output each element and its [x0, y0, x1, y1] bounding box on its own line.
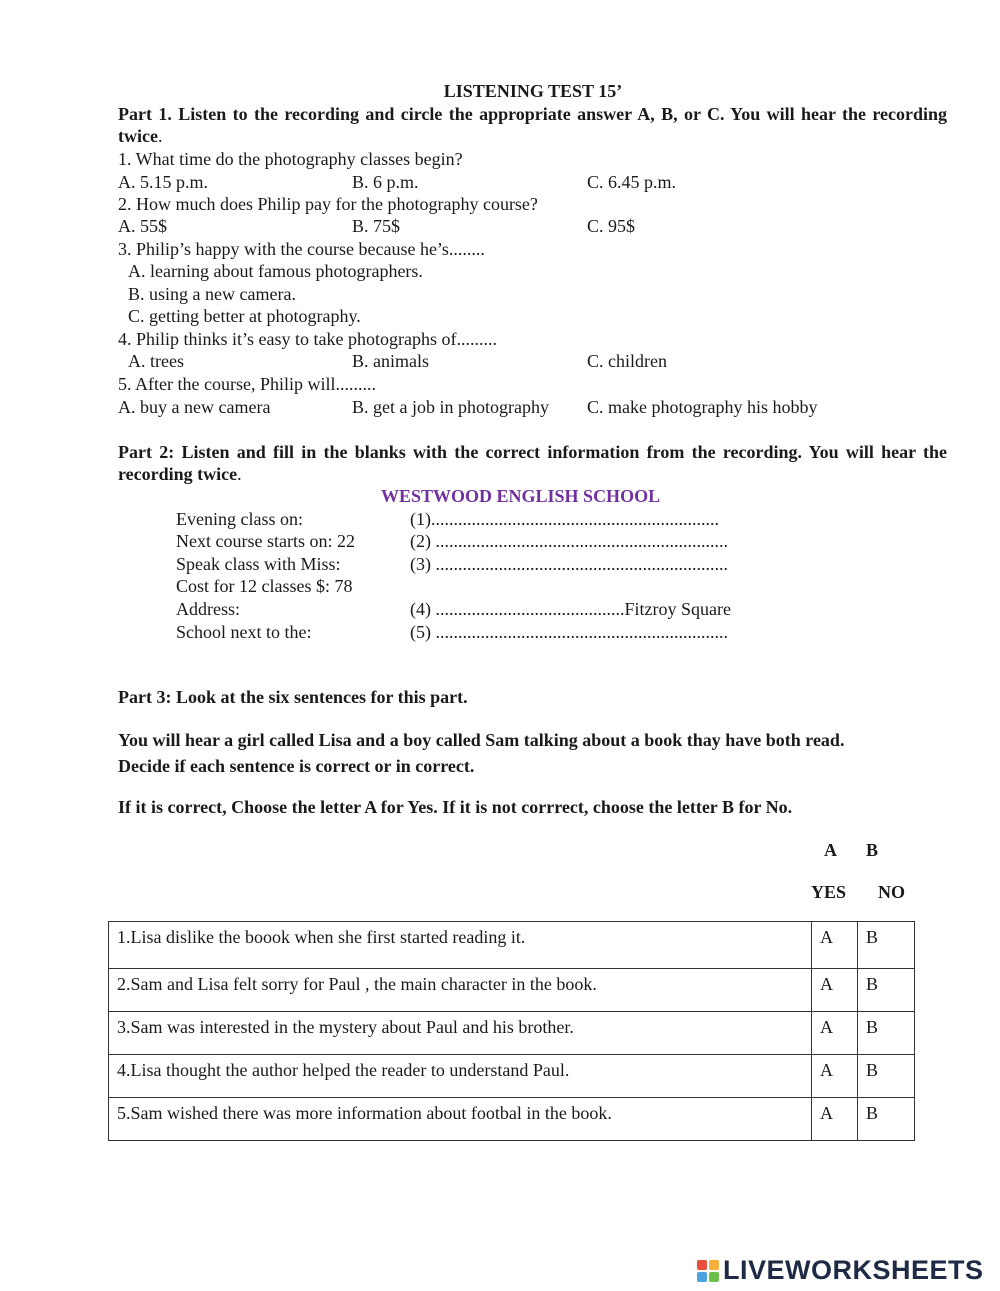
question-3: 3. Philip’s happy with the course because he’s........ — [118, 239, 485, 259]
answer-a-cell[interactable]: A — [812, 969, 858, 1012]
answer-a-cell[interactable]: A — [812, 1055, 858, 1098]
answer-a-cell[interactable]: A — [812, 1098, 858, 1141]
part2-instruction-end: . — [237, 464, 242, 484]
part2-instruction-bold: Part 2: Listen and fill in the blanks with the correct information from the recording. You will hear the recording twice — [118, 442, 947, 484]
column-b-label: B — [866, 840, 879, 860]
part3-line1: You will hear a girl called Lisa and a boy called Sam talking about a book thay have both read. — [118, 730, 845, 750]
answer-b-cell[interactable]: B — [858, 1098, 915, 1141]
page-title: LISTENING TEST 15’ — [443, 81, 623, 101]
q1-option-b[interactable]: B. 6 p.m. — [352, 172, 419, 192]
yes-no-table — [108, 921, 915, 1141]
part3-line3: If it is correct, Choose the letter A for Yes. If it is not corrrect, choose the letter B for No. — [118, 797, 793, 817]
answer-b-cell[interactable]: B — [858, 969, 915, 1012]
q4-option-c[interactable]: C. children — [587, 351, 667, 371]
logo-text: LIVEWORKSHEETS — [723, 1255, 984, 1285]
answer-b-cell[interactable]: B — [858, 922, 915, 969]
q2-option-b[interactable]: B. 75$ — [352, 216, 401, 236]
q1-option-c[interactable]: C. 6.45 p.m. — [587, 172, 677, 192]
answer-a-cell[interactable]: A — [812, 922, 858, 969]
q3-option-b[interactable]: B. using a new camera. — [128, 284, 296, 304]
part1-instruction-end: . — [157, 126, 163, 146]
q4-option-b[interactable]: B. animals — [352, 351, 429, 371]
fill-label-4: Address: — [176, 599, 240, 619]
q3-option-c[interactable]: C. getting better at photography. — [128, 306, 361, 326]
statement-cell: 4.Lisa thought the author helped the reader to understand Paul. — [109, 1055, 812, 1098]
question-4: 4. Philip thinks it’s easy to take photographs of......... — [118, 329, 497, 349]
answer-a-cell[interactable]: A — [812, 1012, 858, 1055]
fill-blank-2[interactable]: (2) ................................................................. — [410, 531, 728, 551]
q5-option-a[interactable]: A. buy a new camera — [118, 397, 271, 417]
q1-option-a[interactable]: A. 5.15 p.m. — [118, 172, 208, 192]
table-row — [109, 969, 915, 1012]
answer-b-cell[interactable]: B — [858, 1055, 915, 1098]
q2-option-c[interactable]: C. 95$ — [587, 216, 636, 236]
fill-blank-5[interactable]: (5) ................................................................. — [410, 622, 728, 642]
q3-option-a[interactable]: A. learning about famous photographers. — [128, 261, 423, 281]
column-a-label: A — [824, 840, 837, 860]
column-no-label: NO — [878, 882, 905, 902]
statement-cell: 2.Sam and Lisa felt sorry for Paul , the main character in the book. — [109, 969, 812, 1012]
part1-instruction — [118, 103, 947, 147]
question-5: 5. After the course, Philip will......... — [118, 374, 376, 394]
column-yes-label: YES — [811, 882, 847, 902]
table-row — [109, 1055, 915, 1098]
statement-cell: 3.Sam was interested in the mystery about Paul and his brother. — [109, 1012, 812, 1055]
q2-option-a[interactable]: A. 55$ — [118, 216, 167, 236]
table-row — [109, 1012, 915, 1055]
table-row — [109, 922, 915, 969]
fill-label-2: Next course starts on: 22 — [176, 531, 355, 551]
table-row — [109, 1098, 915, 1141]
fill-label-3: Speak class with Miss: — [176, 554, 341, 574]
liveworksheets-logo[interactable] — [697, 1255, 984, 1286]
question-1: 1. What time do the photography classes begin? — [118, 149, 463, 169]
part1-instruction-bold: Part 1. Listen to the recording and circle the appropriate answer A, B, or C. You will hear the recording twice — [118, 104, 947, 146]
part3-heading: Part 3: Look at the six sentences for this part. — [118, 687, 468, 707]
statement-cell: 5.Sam wished there was more information about footbal in the book. — [109, 1098, 812, 1141]
fill-label-1: Evening class on: — [176, 509, 303, 529]
liveworksheets-logo-icon — [697, 1260, 719, 1282]
statement-cell: 1.Lisa dislike the boook when she first started reading it. — [109, 922, 812, 969]
fill-label-5: School next to the: — [176, 622, 312, 642]
part2-instruction — [118, 441, 947, 485]
q4-option-a[interactable]: A. trees — [128, 351, 184, 371]
q5-option-c[interactable]: C. make photography his hobby — [587, 397, 818, 417]
school-heading: WESTWOOD ENGLISH SCHOOL — [381, 486, 661, 506]
question-2: 2. How much does Philip pay for the photography course? — [118, 194, 538, 214]
fill-label-cost: Cost for 12 classes $: 78 — [176, 576, 353, 596]
part3-line2: Decide if each sentence is correct or in correct. — [118, 756, 475, 776]
fill-blank-3[interactable]: (3) ................................................................. — [410, 554, 728, 574]
fill-blank-4[interactable]: (4) ..........................................Fitzroy Square — [410, 599, 731, 619]
q5-option-b[interactable]: B. get a job in photography — [352, 397, 549, 417]
answer-b-cell[interactable]: B — [858, 1012, 915, 1055]
fill-blank-1[interactable]: (1)................................................................ — [410, 509, 719, 529]
